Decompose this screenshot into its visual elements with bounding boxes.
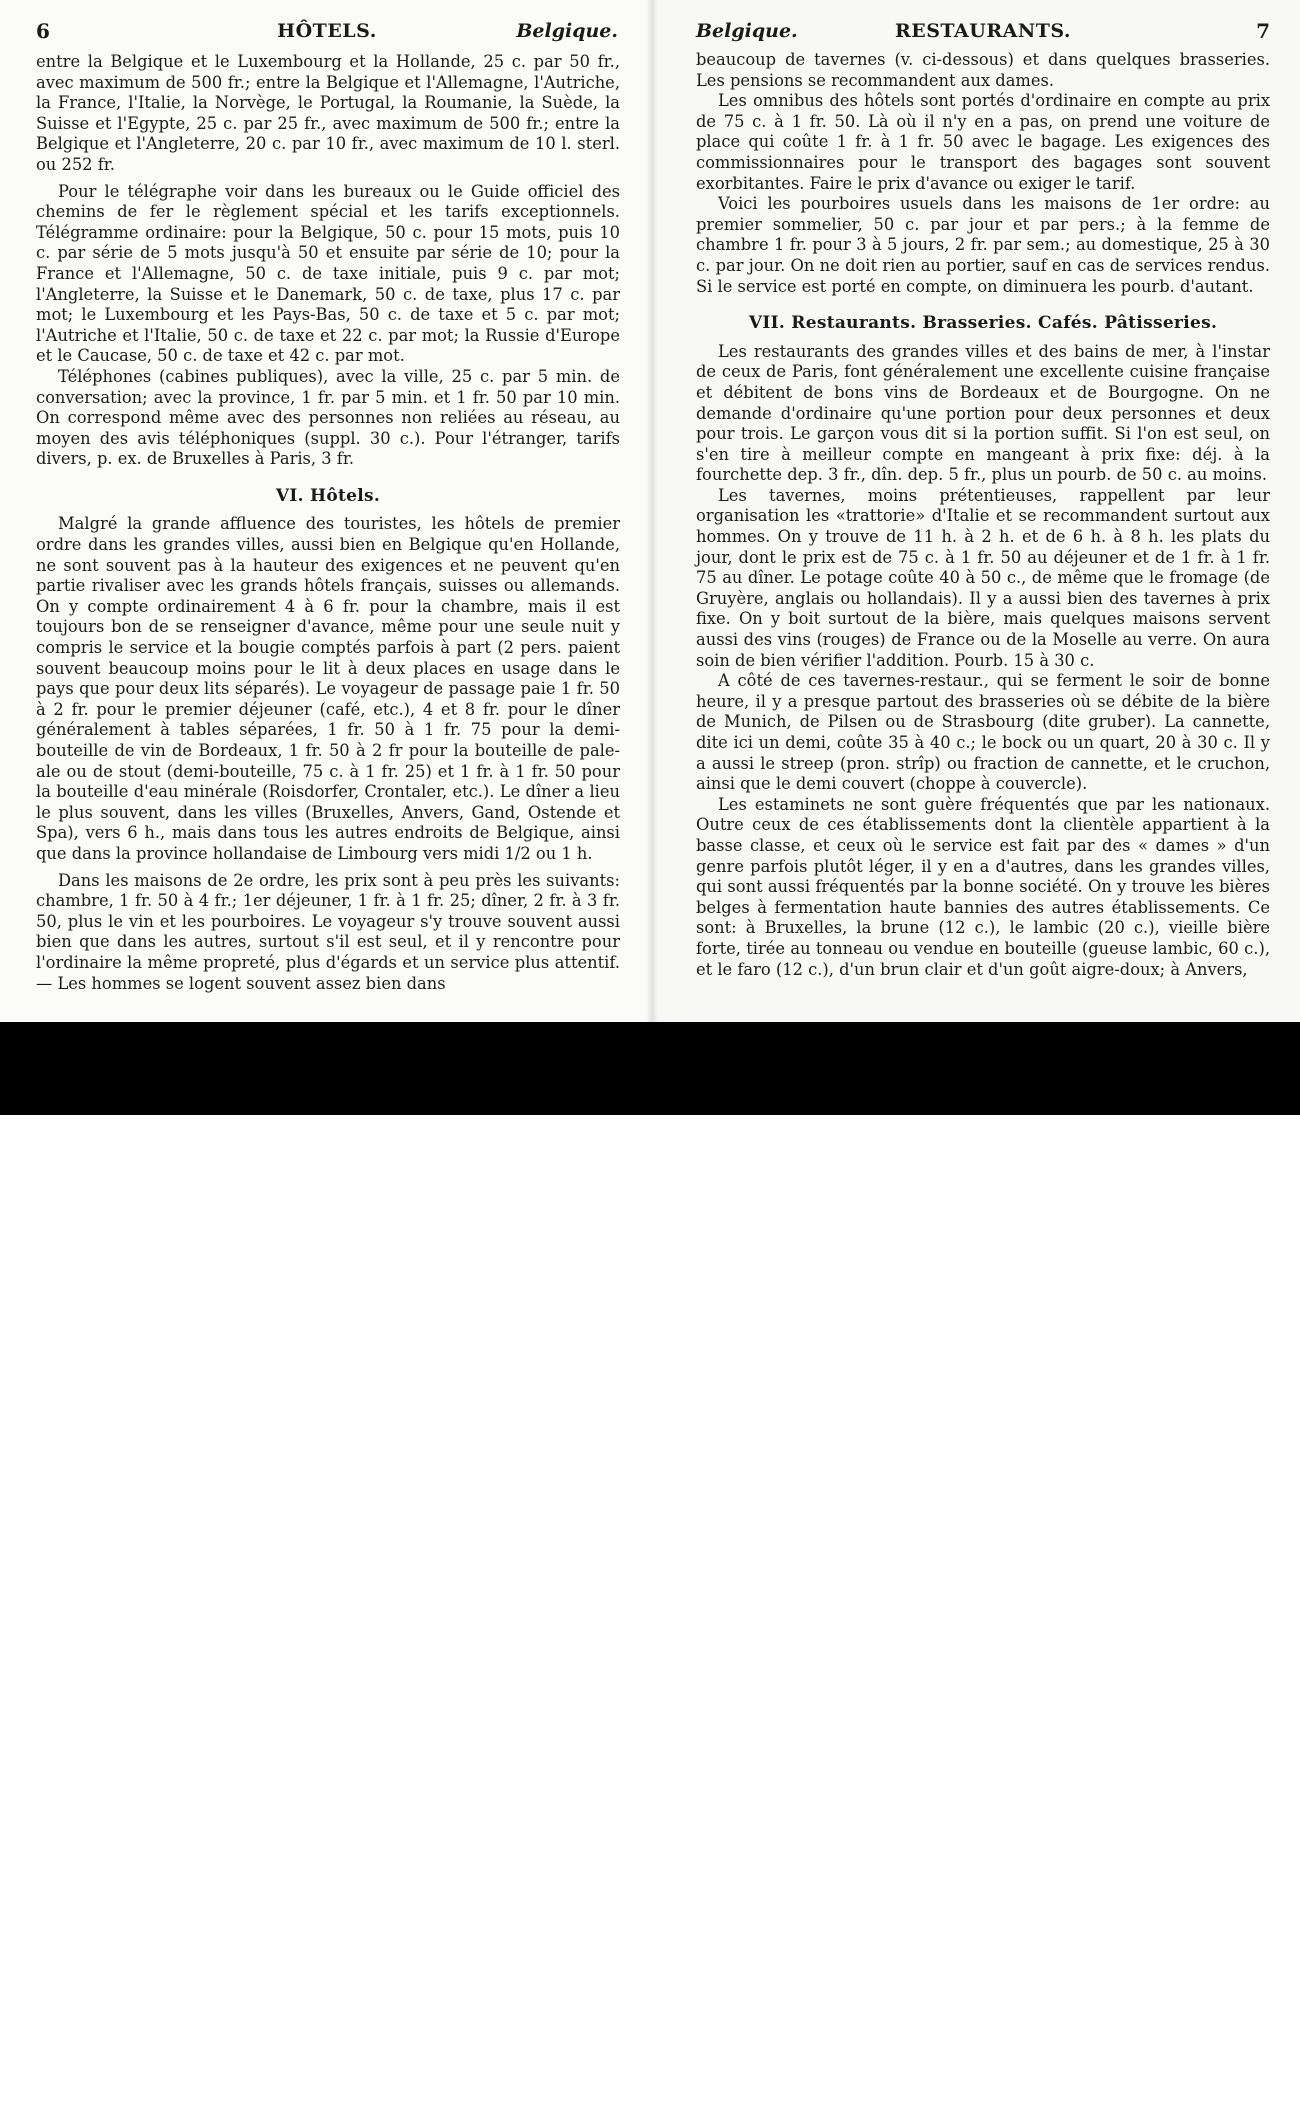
- left-region-label: Belgique.: [516, 20, 618, 42]
- paragraph: A côté de ces tavernes-restaur., qui se ferment le soir de bonne heure, il y a presque partout des brasseries où se débite de la bière de Munich, de Pilsen ou de Strasbourg (dite gruber). La cannette, dite ici un demi, coûte 35 à 40 c.; le bock ou un quart, 20 à 30 c. Il y a aussi le streep (pron. strîp) ou fraction de cannette, et le cruchon, ainsi que le demi couvert (choppe à couvercle).: [696, 671, 1270, 794]
- right-page-number: 7: [1256, 19, 1270, 43]
- paragraph: Pour le télégraphe voir dans les bureaux ou le Guide officiel des chemins de fer le règlement spécial et les tarifs exceptionnels. Télégramme ordinaire: pour la Belgique, 50 c. pour 15 mots, puis 10 c. par série de 5 mots jusqu'à 50 et ensuite par série de 10; pour la France et l'Allemagne, 50 c. de taxe initiale, puis 9 c. par mot; l'Angleterre, la Suisse et le Danemark, 50 c. de taxe, plus 17 c. par mot; le Luxembourg et les Pays-Bas, 50 c. de taxe et 5 c. par mot; l'Autriche et l'Italie, 50 c. de taxe et 22 c. par mot; la Russie d'Europe et le Caucase, 50 c. de taxe et 42 c. par mot.: [36, 181, 620, 366]
- paragraph: Les restaurants des grandes villes et des bains de mer, à l'instar de ceux de Paris, font généralement une excellente cuisine française et débitent de bons vins de Bordeaux et de Bourgogne. On ne demande d'ordinaire qu'une portion pour deux personnes et deux pour trois. Le garçon vous dit si la portion suffit. Si l'on est seul, on s'en tire à meilleur compte en mangeant à prix fixe: déj. à la fourchette dep. 3 fr., dîn. dep. 5 fr., plus un pourb. de 50 c. au moins.: [696, 341, 1270, 485]
- right-running-title: RESTAURANTS.: [894, 20, 1072, 42]
- paragraph: Téléphones (cabines publiques), avec la ville, 25 c. par 5 min. de conversation; avec la province, 1 fr. par 5 min. et 1 fr. 50 par 10 min. On correspond même avec des personnes non reliées au réseau, au moyen des avis téléphoniques (suppl. 30 c.). Pour l'étranger, tarifs divers, p. ex. de Bruxelles à Paris, 3 fr.: [36, 366, 620, 469]
- left-page-number: 6: [36, 19, 50, 43]
- left-running-title: HÔTELS.: [277, 20, 377, 42]
- right-page: [652, 0, 1300, 1022]
- stock-footer-bar: [0, 1022, 1300, 2107]
- right-running-header: [696, 14, 1270, 48]
- right-region-label: Belgique.: [696, 20, 798, 42]
- book-gutter: [646, 0, 658, 1022]
- paragraph: Les omnibus des hôtels sont portés d'ordinaire en compte au prix de 75 c. à 1 fr. 50. Là où il n'y en a pas, on prend une voiture de place qui coûte 1 fr. à 1 fr. 50 avec le bagage. Les exigences des commissionnaires pour le transport des bagages sont souvent exorbitantes. Faire le prix d'avance ou exiger le tarif.: [696, 91, 1270, 193]
- paragraph: Les tavernes, moins prétentieuses, rappellent par leur organisation les «trattorie» d'Italie et se recommandent surtout aux hommes. On y trouve de 11 h. à 2 h. et de 6 h. à 8 h. les plats du jour, dont le prix est de 75 c. à 1 fr. 50 au déjeuner et de 1 fr. à 1 fr. 75 au dîner. Le potage coûte 40 à 50 c., de même que le fromage (de Gruyère, anglais ou hollandais). Il y a aussi bien des tavernes à prix fixe. On y boit surtout de la bière, mais quelques maisons servent aussi des vins (rouges) de France ou de la Moselle au verre. On aura soin de bien vérifier l'addition. Pourb. 15 à 30 c.: [696, 485, 1270, 670]
- paragraph: Malgré la grande affluence des touristes, les hôtels de premier ordre dans les grandes villes, aussi bien en Belgique qu'en Hollande, ne sont souvent pas à la hauteur des exigences et ne peuvent qu'en partie rivaliser avec les grands hôtels français, suisses ou allemands. On y compte ordinairement 4 à 6 fr. pour la chambre, mais il est toujours bon de se renseigner d'avance, même pour une seule nuit y compris le service et la bougie comptés parfois à part (2 pers. paient souvent beaucoup moins pour le lit à deux places en usage dans le pays que pour deux lits séparés). Le voyageur de passage paie 1 fr. 50 à 2 fr. pour le premier déjeuner (café, etc.), 4 et 8 fr. pour le dîner généralement à tables séparées, 1 fr. 50 à 1 fr. 75 pour la demi-bouteille de vin de Bordeaux, 1 fr. 50 à 2 fr pour la bouteille de pale-ale ou de stout (demi-bouteille, 75 c. à 1 fr. 25) et 1 fr. à 1 fr. 50 pour la bouteille d'eau minérale (Roisdorfer, Crontaler, etc.). Le dîner a lieu le plus souvent, dans les villes (Bruxelles, Anvers, Gand, Ostende et Spa), vers 6 h., mais dans tous les autres endroits de Belgique, ainsi que dans la province hollandaise de Limbourg vers midi 1/2 ou 1 h.: [36, 514, 620, 863]
- watermark-brand: alamy: [949, 2069, 1061, 2107]
- paragraph: beaucoup de tavernes (v. ci-dessous) et dans quelques brasseries. Les pensions se recommandent aux dames.: [696, 50, 1270, 90]
- paragraph: Voici les pourboires usuels dans les maisons de 1er ordre: au premier sommelier, 50 c. par jour et par pers.; à la femme de chambre 1 fr. pour 3 à 5 jours, 2 fr. par sem.; au domestique, 25 à 30 c. par jour. On ne doit rien au portier, sauf en cas de services rendus. Si le service est porté en compte, on diminuera les pourb. d'autant.: [696, 194, 1270, 296]
- section-heading: VI. Hôtels.: [275, 485, 381, 506]
- paragraph: Les estaminets ne sont guère fréquentés que par les nationaux. Outre ceux de ces établissements dont la clientèle appartient à la basse classe, et ceux où le service est fait par des « dames » d'un genre parfois plutôt léger, il y en a d'autres, dans les grandes villes, qui sont aussi fréquentés par la bonne société. On y trouve les bières belges à fermentation haute bannies des autres établissements. Ce sont: à Bruxelles, la brune (12 c.), le lambic (20 c.), vieille bière forte, tirée au tonneau ou vendue en bouteille (gueuse lambic, 60 c.), et le faro (12 c.), d'un brun clair et d'un goût aigre-doux; à Anvers,: [696, 794, 1270, 979]
- paragraph: Dans les maisons de 2e ordre, les prix sont à peu près les suivants: chambre, 1 fr. 50 à 4 fr.; 1er déjeuner, 1 fr. à 1 fr. 25; dîner, 2 fr. à 3 fr. 50, plus le vin et les pourboires. Le voyageur s'y trouve souvent aussi bien que dans les autres, surtout s'il est seul, et il y rencontre pour l'ordinaire la même propreté, plus d'égards et un service plus attentif. — Les hommes se logent souvent assez bien dans: [36, 870, 620, 993]
- section-heading: VII. Restaurants. Brasseries. Cafés. Pâtisseries.: [748, 313, 1218, 334]
- stock-watermark: [950, 2069, 1264, 2107]
- right-body-text: [696, 50, 1270, 980]
- left-running-header: [36, 14, 618, 48]
- left-page: [0, 0, 652, 1022]
- watermark-suffix: stock photo: [1071, 2069, 1264, 2107]
- left-body-text: [36, 52, 620, 994]
- paragraph: entre la Belgique et le Luxembourg et la Hollande, 25 c. par 50 fr., avec maximum de 500 fr.; entre la Belgique et l'Allemagne, l'Autriche, la France, l'Italie, la Norvège, le Portugal, la Roumanie, la Suède, la Suisse et l'Egypte, 25 c. par 25 fr., avec maximum de 500 fr.; entre la Belgique et l'Angleterre, 20 c. par 10 fr., avec maximum de 10 l. sterl. ou 252 fr.: [36, 52, 620, 174]
